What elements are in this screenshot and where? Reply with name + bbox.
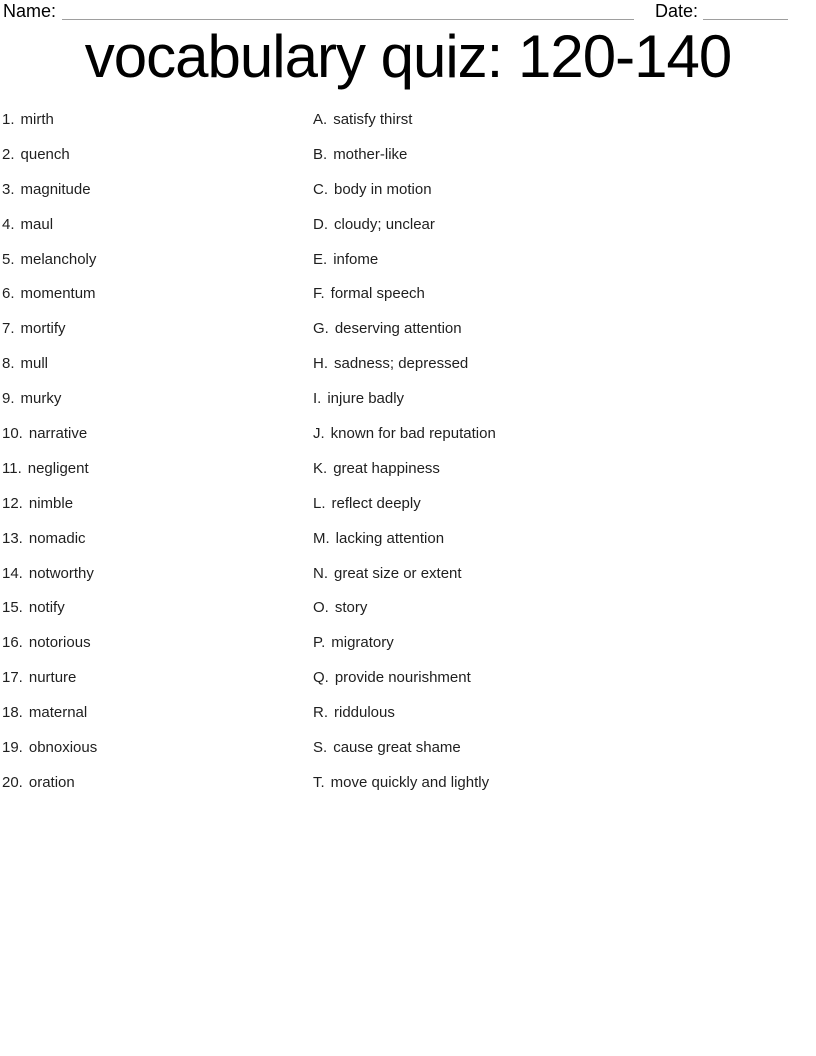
word-text: nimble bbox=[28, 494, 74, 512]
word-number: 3. bbox=[2, 180, 15, 198]
match-row bbox=[2, 459, 816, 478]
match-row bbox=[2, 145, 816, 164]
definition-letter: P. bbox=[313, 634, 326, 652]
definition-text: formal speech bbox=[330, 285, 425, 303]
match-row bbox=[2, 424, 816, 443]
match-row bbox=[2, 389, 816, 408]
definition-letter: B. bbox=[313, 145, 328, 163]
definition-item bbox=[313, 110, 816, 129]
word-text: maternal bbox=[28, 704, 88, 722]
word-number: 14. bbox=[2, 564, 23, 582]
word-item bbox=[2, 389, 313, 408]
definition-letter: C. bbox=[313, 180, 328, 198]
word-number: 15. bbox=[2, 599, 23, 617]
word-number: 20. bbox=[2, 773, 23, 791]
definition-letter: E. bbox=[313, 250, 328, 268]
word-number: 19. bbox=[2, 739, 23, 757]
word-number: 8. bbox=[2, 355, 15, 373]
definition-text: great happiness bbox=[333, 459, 440, 477]
word-text: narrative bbox=[28, 425, 88, 443]
word-text: melancholy bbox=[20, 250, 97, 268]
definition-item bbox=[313, 424, 816, 443]
word-number: 11. bbox=[2, 459, 22, 477]
definition-text: known for bad reputation bbox=[330, 425, 496, 443]
definition-letter: R. bbox=[313, 704, 328, 722]
match-row bbox=[2, 703, 816, 722]
word-item bbox=[2, 180, 313, 199]
definition-text: cause great shame bbox=[333, 739, 461, 757]
match-row bbox=[2, 354, 816, 373]
matching-list bbox=[2, 110, 816, 808]
definition-item bbox=[313, 145, 816, 164]
word-item bbox=[2, 598, 313, 617]
definition-text: great size or extent bbox=[334, 564, 462, 582]
definition-text: sadness; depressed bbox=[334, 355, 469, 373]
definition-text: riddulous bbox=[334, 704, 395, 722]
word-item bbox=[2, 668, 313, 687]
match-row bbox=[2, 773, 816, 792]
name-blank-line bbox=[62, 2, 634, 20]
word-text: negligent bbox=[27, 459, 89, 477]
word-number: 5. bbox=[2, 250, 15, 268]
definition-letter: I. bbox=[313, 390, 322, 408]
word-text: oration bbox=[28, 773, 75, 791]
match-row bbox=[2, 668, 816, 687]
match-row bbox=[2, 180, 816, 199]
name-label: Name: bbox=[3, 1, 57, 21]
word-text: momentum bbox=[20, 285, 96, 303]
word-item bbox=[2, 494, 313, 513]
definition-item bbox=[313, 668, 816, 687]
match-row bbox=[2, 494, 816, 513]
match-row bbox=[2, 633, 816, 652]
definition-text: provide nourishment bbox=[334, 669, 471, 687]
definition-letter: A. bbox=[313, 111, 328, 128]
word-item bbox=[2, 354, 313, 373]
definition-text: reflect deeply bbox=[331, 494, 421, 512]
definition-text: injure badly bbox=[327, 390, 405, 408]
word-item bbox=[2, 773, 313, 792]
word-text: maul bbox=[20, 215, 54, 233]
word-item bbox=[2, 145, 313, 164]
definition-item bbox=[313, 250, 816, 269]
definition-letter: O. bbox=[313, 599, 329, 617]
match-row bbox=[2, 250, 816, 269]
word-item bbox=[2, 215, 313, 234]
definition-letter: Q. bbox=[313, 669, 329, 687]
word-number: 13. bbox=[2, 529, 23, 547]
definition-item bbox=[313, 598, 816, 617]
definition-item bbox=[313, 738, 816, 757]
definition-text: body in motion bbox=[334, 180, 432, 198]
word-text: nomadic bbox=[28, 529, 86, 547]
word-text: quench bbox=[20, 145, 70, 163]
word-item bbox=[2, 633, 313, 652]
word-text: murky bbox=[20, 390, 62, 408]
definition-text: deserving attention bbox=[334, 320, 462, 338]
word-number: 9. bbox=[2, 390, 15, 408]
word-text: mirth bbox=[20, 111, 54, 128]
definition-letter: N. bbox=[313, 564, 328, 582]
definition-item bbox=[313, 494, 816, 513]
definition-text: infome bbox=[333, 250, 379, 268]
word-item bbox=[2, 250, 313, 269]
definition-letter: D. bbox=[313, 215, 328, 233]
definition-item bbox=[313, 180, 816, 199]
definition-text: lacking attention bbox=[335, 529, 445, 547]
definition-letter: M. bbox=[313, 529, 330, 547]
definition-letter: H. bbox=[313, 355, 328, 373]
word-text: nurture bbox=[28, 669, 77, 687]
word-item bbox=[2, 738, 313, 757]
match-row bbox=[2, 738, 816, 757]
definition-letter: T. bbox=[313, 773, 325, 791]
definition-letter: G. bbox=[313, 320, 329, 338]
definition-item bbox=[313, 389, 816, 408]
word-text: notworthy bbox=[28, 564, 94, 582]
definition-letter: K. bbox=[313, 459, 328, 477]
match-row bbox=[2, 284, 816, 303]
word-item bbox=[2, 703, 313, 722]
definition-item bbox=[313, 633, 816, 652]
page-title: vocabulary quiz: 120-140 bbox=[84, 23, 732, 90]
definition-text: mother-like bbox=[333, 145, 408, 163]
word-item bbox=[2, 319, 313, 338]
definition-item bbox=[313, 215, 816, 234]
word-number: 4. bbox=[2, 215, 15, 233]
match-row bbox=[2, 529, 816, 548]
word-number: 16. bbox=[2, 634, 23, 652]
word-number: 10. bbox=[2, 425, 23, 443]
definition-text: move quickly and lightly bbox=[330, 773, 490, 791]
definition-text: story bbox=[334, 599, 368, 617]
word-item bbox=[2, 529, 313, 548]
definition-item bbox=[313, 529, 816, 548]
definition-text: migratory bbox=[331, 634, 394, 652]
definition-item bbox=[313, 284, 816, 303]
word-number: 6. bbox=[2, 285, 15, 303]
match-row bbox=[2, 564, 816, 583]
word-number: 18. bbox=[2, 704, 23, 722]
definition-item bbox=[313, 354, 816, 373]
date-label: Date: bbox=[655, 1, 699, 21]
word-item bbox=[2, 284, 313, 303]
match-row bbox=[2, 110, 816, 129]
word-number: 7. bbox=[2, 320, 15, 338]
definition-item bbox=[313, 319, 816, 338]
definition-letter: L. bbox=[313, 494, 326, 512]
definition-item bbox=[313, 564, 816, 583]
word-number: 1. bbox=[2, 111, 15, 128]
definition-letter: F. bbox=[313, 285, 325, 303]
word-text: notorious bbox=[28, 634, 91, 652]
definition-item bbox=[313, 773, 816, 792]
word-item bbox=[2, 564, 313, 583]
word-item bbox=[2, 424, 313, 443]
word-item bbox=[2, 110, 313, 129]
match-row bbox=[2, 598, 816, 617]
word-text: notify bbox=[28, 599, 65, 617]
word-text: magnitude bbox=[20, 180, 91, 198]
definition-letter: S. bbox=[313, 739, 328, 757]
word-number: 17. bbox=[2, 669, 23, 687]
definition-item bbox=[313, 703, 816, 722]
definition-item bbox=[313, 459, 816, 478]
definition-text: satisfy thirst bbox=[333, 111, 413, 128]
match-row bbox=[2, 215, 816, 234]
word-text: mortify bbox=[20, 320, 66, 338]
word-text: mull bbox=[20, 355, 49, 373]
word-item bbox=[2, 459, 313, 478]
word-number: 12. bbox=[2, 494, 23, 512]
word-number: 2. bbox=[2, 145, 15, 163]
definition-text: cloudy; unclear bbox=[334, 215, 435, 233]
date-blank-line bbox=[703, 2, 788, 20]
word-text: obnoxious bbox=[28, 739, 98, 757]
definition-letter: J. bbox=[313, 425, 325, 443]
match-row bbox=[2, 319, 816, 338]
